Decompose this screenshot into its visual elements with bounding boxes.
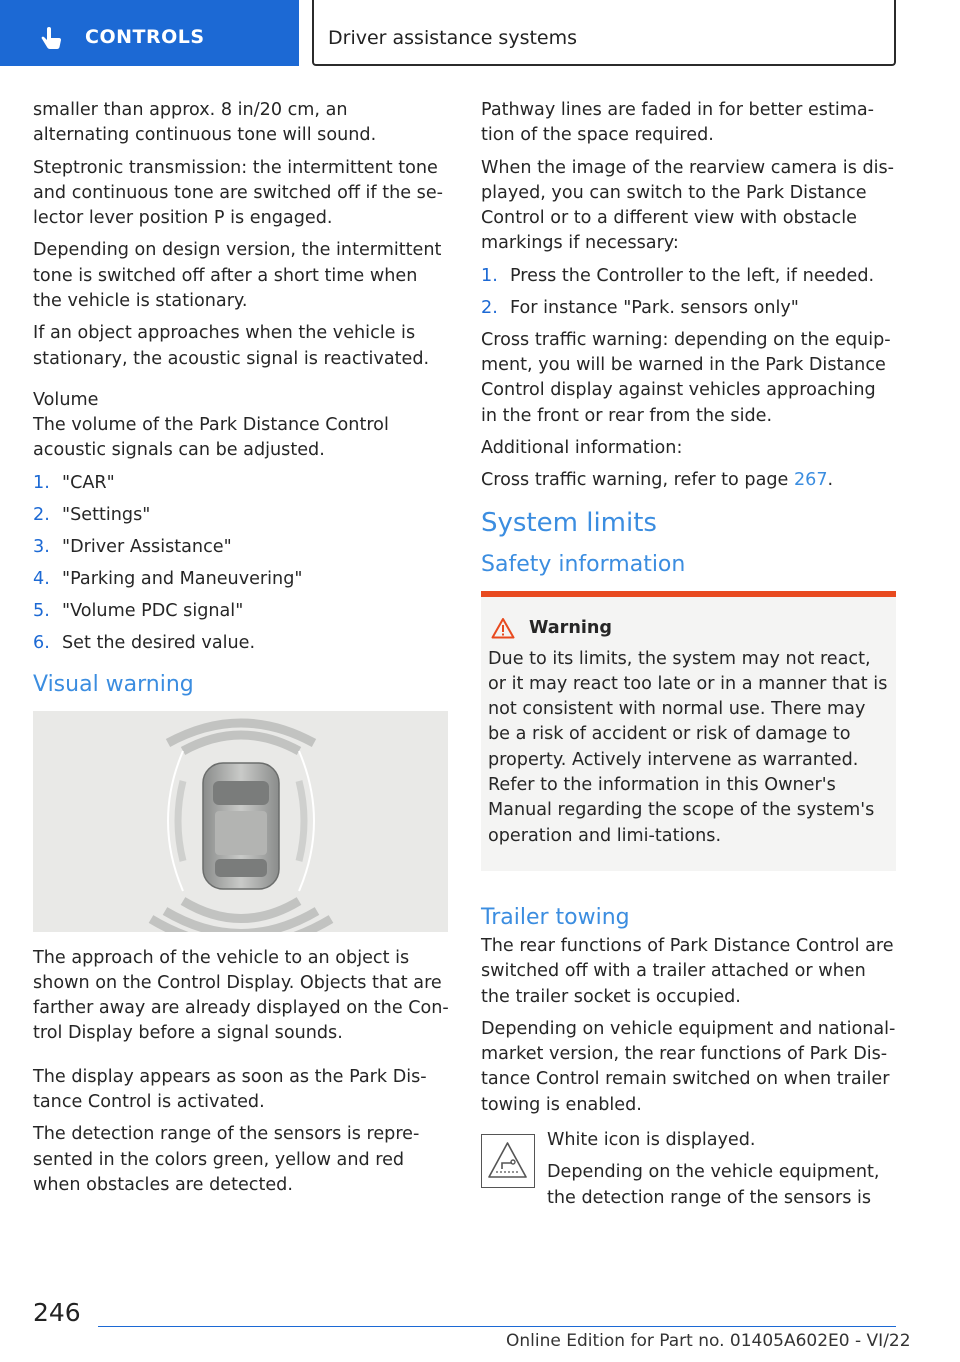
paragraph: The approach of the vehicle to an object is shown on the Control Display. Objects that are farther away are already displayed on the Con‐trol Display before a signal sounds. (33, 947, 449, 1044)
visual-warning-heading: Visual warning (33, 671, 194, 697)
page-link[interactable]: 267 (793, 470, 828, 491)
list-item: 1. Press the Controller to the left, if needed. (481, 265, 875, 286)
warning-header (488, 617, 890, 639)
paragraph: The volume of the Park Distance Control acoustic signals can be adjusted. (33, 414, 389, 461)
view-steps-list (481, 264, 896, 321)
warning-triangle-icon (491, 617, 515, 639)
right-column (481, 98, 896, 1218)
paragraph: The rear functions of Park Distance Control are switched off with a trailer attached or when the trailer socket is occupied. (481, 935, 894, 1007)
chapter-title: Driver assistance systems (328, 27, 578, 49)
safety-info-heading: Safety information (481, 551, 686, 577)
hand-pointer-icon (38, 26, 64, 52)
left-column (33, 98, 449, 1205)
paragraph: Depending on design version, the intermittent tone is switched off after a short time when the vehicle is stationary. (33, 240, 442, 312)
list-item: 2. For instance "Park. sensors only" (481, 297, 799, 318)
paragraph: Additional information: (481, 437, 683, 458)
list-item: 1. "CAR" (33, 472, 115, 493)
paragraph: White icon is displayed. (547, 1130, 756, 1151)
paragraph: When the image of the rearview camera is dis‐played, you can switch to the Park Distance Control or to a different view with obstacle markings if necessary: (481, 157, 895, 254)
list-item: 2. "Settings" (33, 504, 151, 525)
cross-reference: Cross traffic warning, refer to page 267. (481, 470, 834, 491)
page-number: 246 (33, 1298, 81, 1327)
edition-note: Online Edition for Part no. 01405A602E0 - VI/22 (506, 1331, 911, 1351)
volume-label: Volume (33, 389, 99, 410)
trailer-towing-heading: Trailer towing (481, 904, 630, 930)
paragraph: Depending on the vehicle equipment, the detection range of the sensors is (547, 1162, 880, 1208)
list-item: 6. Set the desired value. (33, 632, 256, 653)
list-item: 5. "Volume PDC signal" (33, 600, 244, 621)
paragraph: The display appears as soon as the Park Dis‐tance Control is activated. (33, 1066, 427, 1113)
paragraph: Depending on vehicle equipment and national-market version, the rear functions of Park Dis‐tance Control remain switched on when trailer towing is enabled. (481, 1018, 896, 1115)
section-tab (0, 0, 299, 66)
paragraph: The detection range of the sensors is repre‐sented in the colors green, yellow and red when obstacles are detected. (33, 1124, 420, 1195)
icon-description (547, 1128, 896, 1218)
warning-box (481, 591, 896, 871)
trailer-icon-row (481, 1128, 896, 1218)
pdc-display-illustration (33, 711, 448, 932)
paragraph: If an object approaches when the vehicle is stationary, the acoustic signal is reactivated. (33, 323, 430, 369)
list-item: 3. "Driver Assistance" (33, 536, 232, 557)
trailer-sensor-icon (481, 1134, 535, 1188)
warning-text: Due to its limits, the system may not react, or it may react too late or in a manner that is not consistent with normal use. There may be a risk of accident or risk of damage to property. Actively intervene as warranted. Refer to the information in this Owner's Manual regarding the scope of the system's operation and limi‐tations. (488, 648, 888, 846)
paragraph: Steptronic transmission: the intermittent tone and continuous tone are switched off if the se‐lector lever position P is engaged. (33, 157, 444, 229)
footer-divider (98, 1326, 896, 1327)
paragraph: Cross traffic warning: depending on the equip‐ment, you will be warned in the Park Distance Control display against vehicles approaching in the front or rear from the side. (481, 329, 891, 426)
volume-steps-list (33, 471, 449, 656)
paragraph: Pathway lines are faded in for better estima‐tion of the space required. (481, 100, 875, 146)
paragraph: smaller than approx. 8 in/20 cm, an alternating continuous tone will sound. (33, 100, 377, 146)
system-limits-heading: System limits (481, 507, 657, 538)
chapter-header (312, 0, 896, 66)
section-label: CONTROLS (85, 26, 205, 48)
warning-title: Warning (529, 617, 613, 638)
list-item: 4. "Parking and Maneuvering" (33, 568, 303, 589)
